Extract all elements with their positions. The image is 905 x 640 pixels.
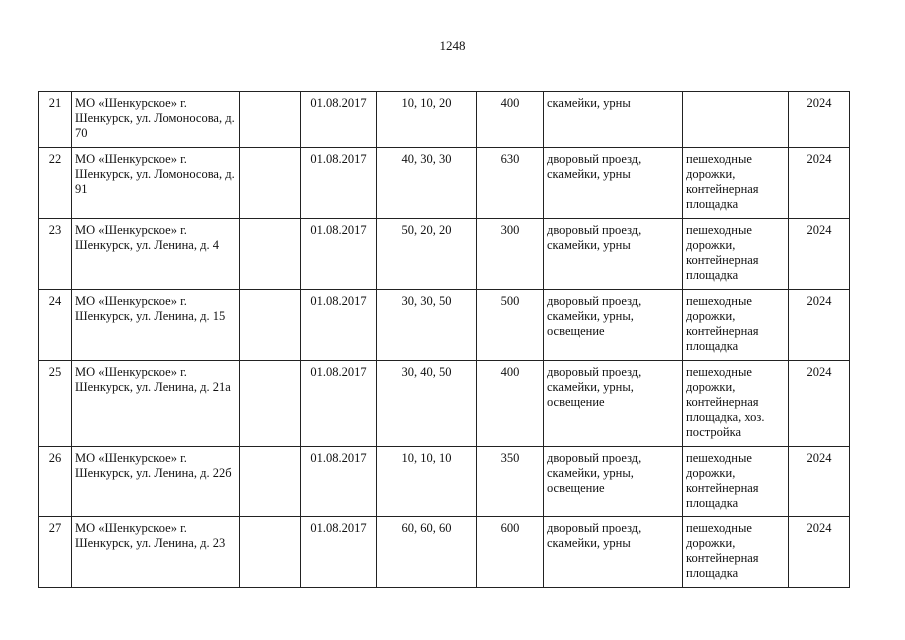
year-cell: 2024 — [789, 290, 850, 361]
address-cell: МО «Шенкурское» г. Шенкурск, ул. Ленина, д. 15 — [72, 290, 240, 361]
address-cell: МО «Шенкурское» г. Шенкурск, ул. Ленина, д. 21а — [72, 361, 240, 447]
address-cell: МО «Шенкурское» г. Шенкурск, ул. Ленина, д. 22б — [72, 447, 240, 517]
date-cell: 01.08.2017 — [301, 290, 377, 361]
row-number-cell: 22 — [39, 148, 72, 219]
row-number-cell: 24 — [39, 290, 72, 361]
row-number-cell: 23 — [39, 219, 72, 290]
area-cell: 300 — [477, 219, 544, 290]
date-cell: 01.08.2017 — [301, 92, 377, 148]
address-cell: МО «Шенкурское» г. Шенкурск, ул. Ломоносова, д. 70 — [72, 92, 240, 148]
blank-cell — [240, 92, 301, 148]
area-cell: 400 — [477, 92, 544, 148]
blank-cell — [240, 148, 301, 219]
row-number-cell: 21 — [39, 92, 72, 148]
area-cell: 400 — [477, 361, 544, 447]
blank-cell — [240, 447, 301, 517]
works-cell: дворовый проезд, скамейки, урны, освещение — [544, 447, 683, 517]
table-row — [39, 447, 850, 517]
extra-works-cell: пешеходные дорожки, контейнерная площадка — [683, 290, 789, 361]
date-cell: 01.08.2017 — [301, 148, 377, 219]
yards-registry-table — [38, 91, 850, 588]
date-cell: 01.08.2017 — [301, 361, 377, 447]
extra-works-cell — [683, 92, 789, 148]
parts-cell: 40, 30, 30 — [377, 148, 477, 219]
blank-cell — [240, 219, 301, 290]
year-cell: 2024 — [789, 517, 850, 588]
parts-cell: 30, 30, 50 — [377, 290, 477, 361]
extra-works-cell: пешеходные дорожки, контейнерная площадка — [683, 447, 789, 517]
table-row — [39, 361, 850, 447]
extra-works-cell: пешеходные дорожки, контейнерная площадка, хоз. постройка — [683, 361, 789, 447]
page-number: 1248 — [439, 38, 466, 53]
works-cell: дворовый проезд, скамейки, урны, освещение — [544, 290, 683, 361]
row-number-cell: 27 — [39, 517, 72, 588]
parts-cell: 10, 10, 10 — [377, 447, 477, 517]
extra-works-cell: пешеходные дорожки, контейнерная площадка — [683, 148, 789, 219]
extra-works-cell: пешеходные дорожки, контейнерная площадка — [683, 219, 789, 290]
blank-cell — [240, 517, 301, 588]
table-row — [39, 517, 850, 588]
blank-cell — [240, 361, 301, 447]
address-cell: МО «Шенкурское» г. Шенкурск, ул. Ленина, д. 23 — [72, 517, 240, 588]
area-cell: 500 — [477, 290, 544, 361]
table-row — [39, 148, 850, 219]
date-cell: 01.08.2017 — [301, 447, 377, 517]
blank-cell — [240, 290, 301, 361]
table-row — [39, 290, 850, 361]
parts-cell: 50, 20, 20 — [377, 219, 477, 290]
row-number-cell: 25 — [39, 361, 72, 447]
date-cell: 01.08.2017 — [301, 219, 377, 290]
year-cell: 2024 — [789, 219, 850, 290]
area-cell: 350 — [477, 447, 544, 517]
area-cell: 630 — [477, 148, 544, 219]
table-row — [39, 92, 850, 148]
parts-cell: 30, 40, 50 — [377, 361, 477, 447]
works-cell: дворовый проезд, скамейки, урны — [544, 517, 683, 588]
date-cell: 01.08.2017 — [301, 517, 377, 588]
works-cell: скамейки, урны — [544, 92, 683, 148]
works-cell: дворовый проезд, скамейки, урны — [544, 219, 683, 290]
year-cell: 2024 — [789, 92, 850, 148]
year-cell: 2024 — [789, 148, 850, 219]
works-cell: дворовый проезд, скамейки, урны, освещение — [544, 361, 683, 447]
year-cell: 2024 — [789, 447, 850, 517]
extra-works-cell: пешеходные дорожки, контейнерная площадка — [683, 517, 789, 588]
parts-cell: 10, 10, 20 — [377, 92, 477, 148]
row-number-cell: 26 — [39, 447, 72, 517]
table-row — [39, 219, 850, 290]
area-cell: 600 — [477, 517, 544, 588]
works-cell: дворовый проезд, скамейки, урны — [544, 148, 683, 219]
year-cell: 2024 — [789, 361, 850, 447]
address-cell: МО «Шенкурское» г. Шенкурск, ул. Ломоносова, д. 91 — [72, 148, 240, 219]
parts-cell: 60, 60, 60 — [377, 517, 477, 588]
address-cell: МО «Шенкурское» г. Шенкурск, ул. Ленина, д. 4 — [72, 219, 240, 290]
